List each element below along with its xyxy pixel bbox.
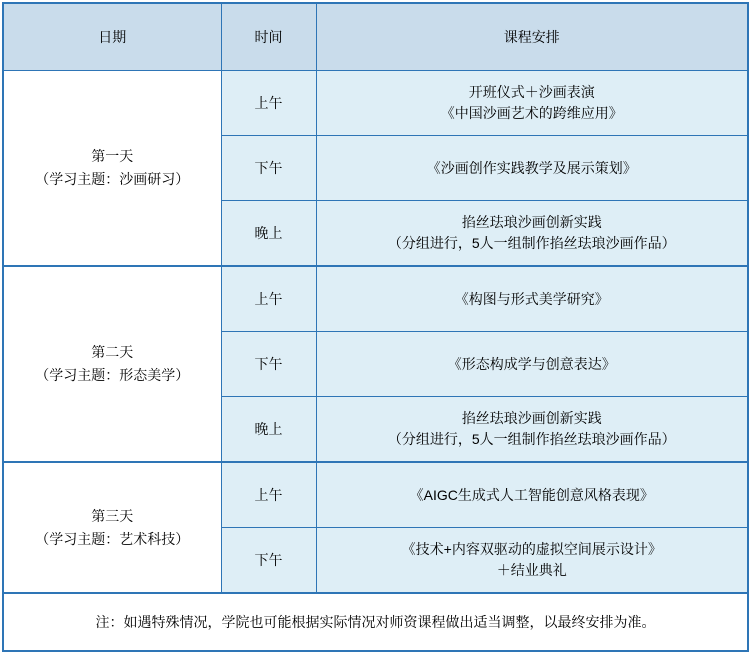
course-cell bbox=[316, 462, 748, 528]
course-line: ＋结业典礼 bbox=[496, 562, 567, 578]
course-line: 《中国沙画艺术的跨维应用》 bbox=[440, 105, 623, 121]
course-line: 掐丝珐琅沙画创新实践 bbox=[461, 410, 602, 426]
course-cell bbox=[316, 71, 748, 136]
course-line: 《形态构成学与创意表达》 bbox=[447, 355, 616, 372]
note-text: 注：如遇特殊情况，学院也可能根据实际情况对师资课程做出适当调整，以最终安排为准。 bbox=[95, 613, 656, 630]
course-cell bbox=[316, 201, 748, 267]
course-cell bbox=[316, 397, 748, 463]
time-cell: 下午 bbox=[221, 528, 316, 594]
table-row bbox=[3, 462, 748, 528]
time-cell: 下午 bbox=[221, 136, 316, 201]
header-time: 时间 bbox=[221, 3, 316, 71]
day-title: 第三天 bbox=[91, 507, 134, 524]
table-row-note bbox=[3, 593, 748, 651]
day-theme: （学习主题：艺术科技） bbox=[35, 530, 190, 547]
course-line: 《构图与形式美学研究》 bbox=[454, 290, 609, 307]
time-cell: 晚上 bbox=[221, 201, 316, 267]
header-row bbox=[3, 3, 748, 71]
table-header bbox=[3, 3, 748, 71]
day-theme: （学习主题：形态美学） bbox=[35, 367, 190, 383]
time-cell: 下午 bbox=[221, 332, 316, 397]
schedule-note bbox=[3, 593, 748, 651]
course-schedule-table bbox=[2, 2, 749, 652]
day-theme: （学习主题：沙画研习） bbox=[35, 171, 190, 187]
time-cell: 晚上 bbox=[221, 397, 316, 463]
table-row bbox=[3, 266, 748, 332]
time-cell: 上午 bbox=[221, 462, 316, 528]
course-cell bbox=[316, 266, 748, 332]
course-line: 开班仪式＋沙画表演 bbox=[468, 84, 595, 100]
day-cell bbox=[3, 462, 221, 593]
day-cell bbox=[3, 71, 221, 267]
course-cell bbox=[316, 528, 748, 594]
course-cell bbox=[316, 136, 748, 201]
header-date: 日期 bbox=[3, 3, 221, 71]
course-line: 《技术+内容双驱动的虚拟空间展示设计》 bbox=[401, 541, 662, 557]
day-title: 第一天 bbox=[91, 148, 134, 164]
course-line: 《AIGC生成式人工智能创意风格表现》 bbox=[409, 486, 654, 503]
time-cell: 上午 bbox=[221, 266, 316, 332]
course-line: （分组进行，5人一组制作掐丝珐琅沙画作品） bbox=[387, 431, 676, 447]
table-row bbox=[3, 71, 748, 136]
course-line: 掐丝珐琅沙画创新实践 bbox=[461, 214, 602, 230]
table-body bbox=[3, 71, 748, 652]
course-line: 《沙画创作实践教学及展示策划》 bbox=[426, 159, 637, 176]
time-cell: 上午 bbox=[221, 71, 316, 136]
day-title: 第二天 bbox=[91, 344, 134, 360]
course-cell bbox=[316, 332, 748, 397]
course-line: （分组进行，5人一组制作掐丝珐琅沙画作品） bbox=[387, 235, 676, 251]
day-cell bbox=[3, 266, 221, 462]
header-course: 课程安排 bbox=[316, 3, 748, 71]
